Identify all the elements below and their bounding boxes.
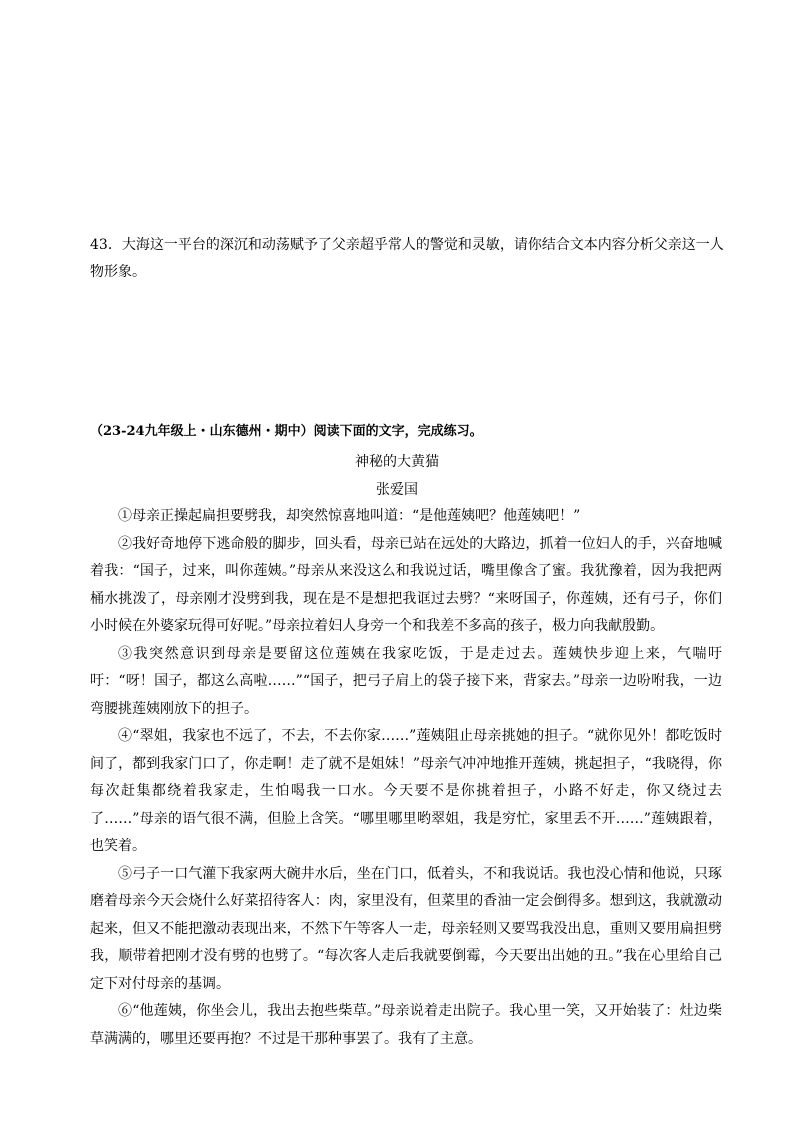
paragraph-6: ⑥“他莲姨，你坐会儿，我出去抱些柴草。”母亲说着走出院子。我心里一笑，又开始装了：灶边柴草满满的，哪里还要再抱？不过是干那种事罢了。我有了主意。: [90, 1003, 722, 1047]
question-43: 43．大海这一平台的深沉和动荡赋予了父亲超乎常人的警觉和灵敏，请你结合文本内容分析父亲这一人物形象。: [90, 237, 724, 280]
article-title: 神秘的大黄猫: [355, 454, 439, 470]
paragraph-3: ③我突然意识到母亲是要留这位莲姨在我家吃饭，于是走过去。莲姨快步迎上来，气喘吁吁：“呀！国子，都这么高啦……”“国子，把弓子肩上的袋子接下来，背家去。”母亲一边吩咐我，一边弯腰挑莲姨刚放下的担子。: [90, 645, 722, 717]
paragraph-4: ④“翠姐，我家也不远了，不去，不去你家……”莲姨阻止母亲挑她的担子。“就你见外！都吃饭时间了，都到我家门口了，你走啊！走了就不是姐妹！”母亲气冲冲地推开莲姨，挑起担子，“我晓得，你每次赶集都绕着我家走，生怕喝我一口水。今天要不是你挑着担子，小路不好走，你又绕过去了……”母亲的语气很不满，但脸上含笑。“哪里哪里哟翠姐，我是穷忙，家里丢不开……”莲姨跟着，也笑着。: [90, 728, 722, 854]
section-header: （23-24九年级上・山东德州・期中）阅读下面的文字，完成练习。: [90, 424, 483, 439]
article-body: [90, 503, 722, 1053]
article-author: 张爱国: [376, 482, 418, 498]
paragraph-2: ②我好奇地停下逃命般的脚步，回头看，母亲已站在远处的大路边，抓着一位妇人的手，兴奋地喊着我：“国子，过来，叫你莲姨。”母亲从来没这么和我说过话，嘴里像含了蜜。我犹豫着，因为我把两桶水挑泼了，母亲刚才没劈到我，现在是不是想把我诓过去劈？“来呀国子，你莲姨，还有弓子，你们小时候在外婆家玩得可好呢。”母亲拉着妇人身旁一个和我差不多高的孩子，极力向我献殷勤。: [90, 535, 722, 634]
paragraph-5: ⑤弓子一口气灌下我家两大碗井水后，坐在门口，低着头，不和我说话。我也没心情和他说，只琢磨着母亲今天会烧什么好菜招待客人：肉，家里没有，但菜里的香油一定会倒得多。想到这，我就激动起来，但又不能把激动表现出来，不然下午等客人一走，母亲轻则又要骂我没出息，重则又要用扁担劈我，顺带着把刚才没有劈的也劈了。“每次客人走后我就要倒霉，今天要出出她的丑。”我在心里给自己定下对付母亲的基调。: [90, 865, 722, 992]
paragraph-1: ①母亲正操起扁担要劈我，却突然惊喜地叫道：“是他莲姨吧？他莲姨吧！”: [118, 508, 581, 524]
